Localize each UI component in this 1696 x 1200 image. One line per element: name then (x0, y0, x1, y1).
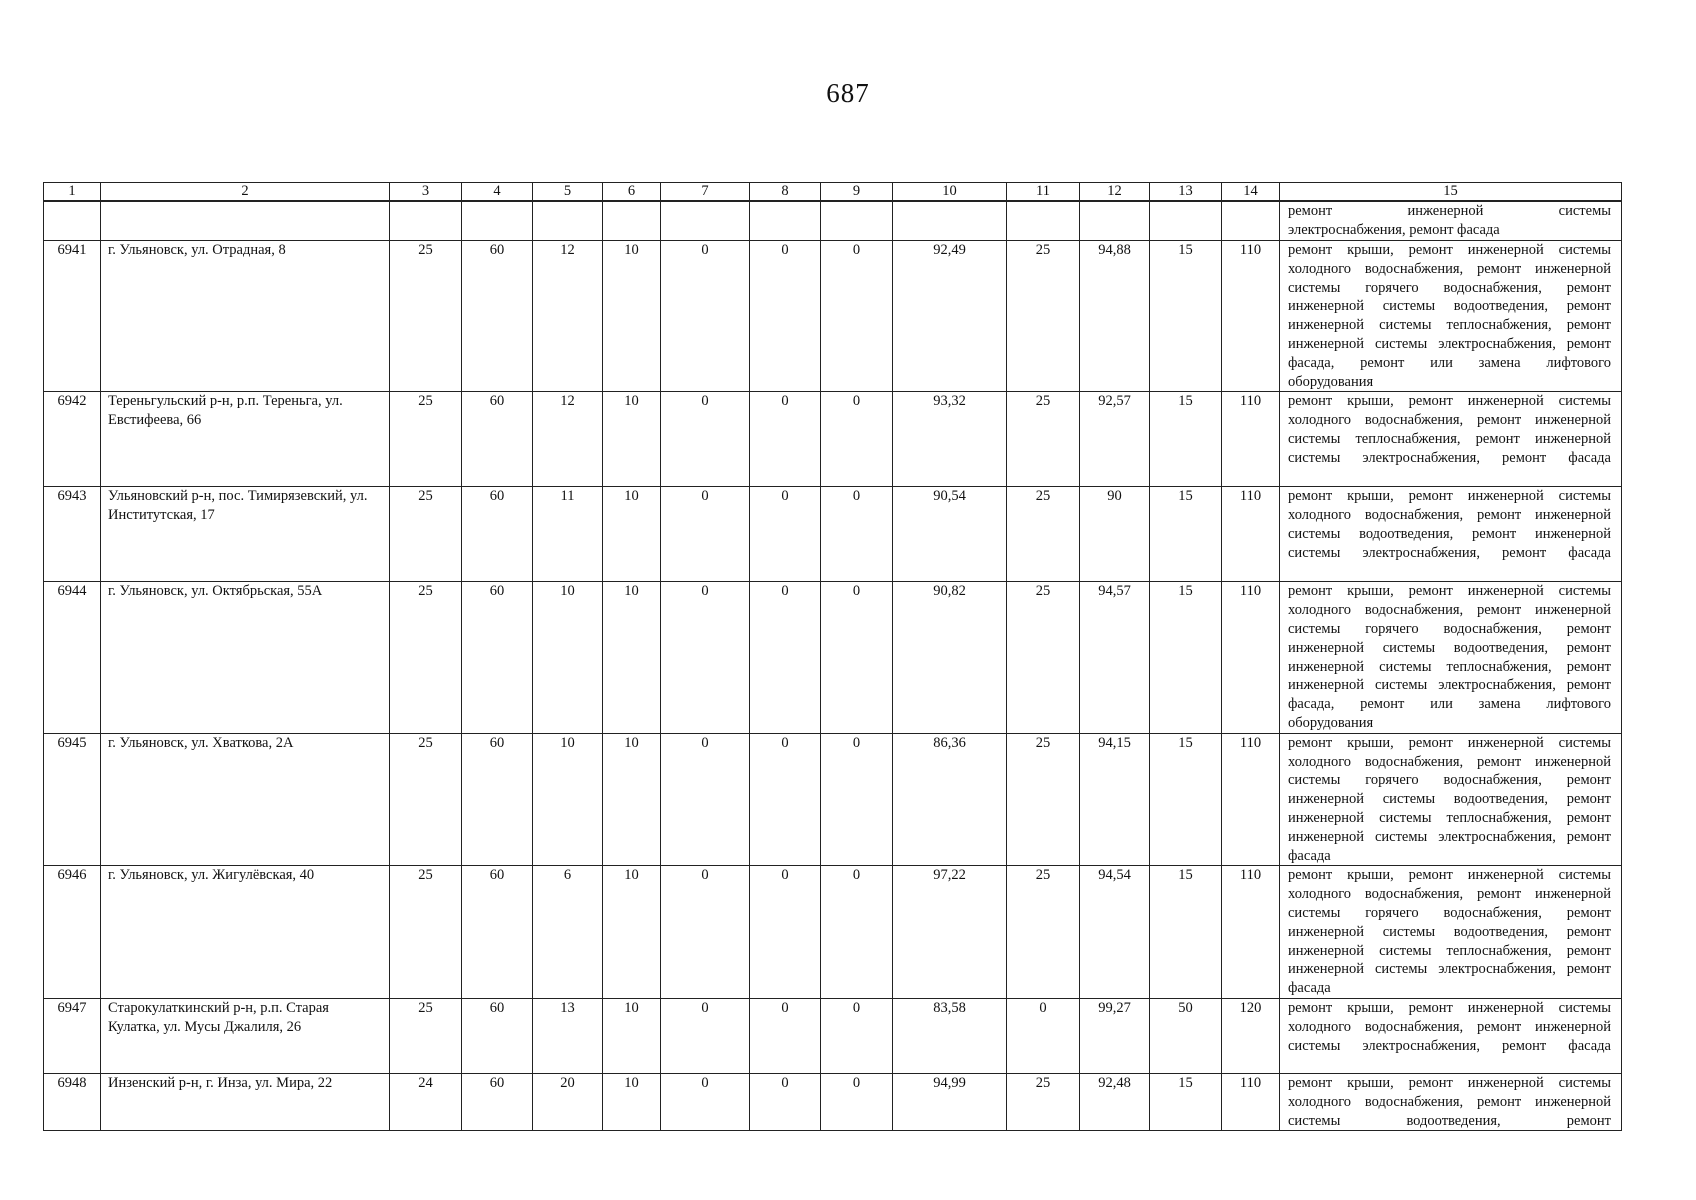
value-cell: 94,15 (1080, 733, 1150, 866)
value-cell: 93,32 (893, 392, 1007, 487)
value-cell: 0 (750, 1073, 821, 1130)
value-cell: 90,82 (893, 582, 1007, 733)
table-row (44, 487, 1622, 582)
value-cell: 94,88 (1080, 241, 1150, 392)
value-cell: 25 (390, 241, 462, 392)
value-cell: 15 (1150, 1073, 1222, 1130)
value-cell: 60 (462, 733, 533, 866)
value-cell: 90,54 (893, 487, 1007, 582)
value-cell: 110 (1222, 241, 1280, 392)
value-cell: 0 (821, 487, 893, 582)
value-cell: 15 (1150, 487, 1222, 582)
value-cell: 0 (821, 241, 893, 392)
value-cell: 25 (1007, 392, 1080, 487)
column-header: 14 (1222, 183, 1280, 202)
value-cell: 15 (1150, 392, 1222, 487)
value-cell: 0 (661, 487, 750, 582)
value-cell: 0 (661, 1073, 750, 1130)
row-number: 6945 (44, 733, 101, 866)
column-header: 5 (533, 183, 603, 202)
value-cell: 60 (462, 487, 533, 582)
value-cell: 10 (603, 866, 661, 999)
value-cell: 0 (750, 582, 821, 733)
table-row (44, 998, 1622, 1073)
column-header: 10 (893, 183, 1007, 202)
value-cell: 110 (1222, 866, 1280, 999)
value-cell: 25 (1007, 866, 1080, 999)
address-cell: г. Ульяновск, ул. Октябрьская, 55А (101, 582, 390, 733)
value-cell: 25 (1007, 241, 1080, 392)
value-cell: 60 (462, 241, 533, 392)
table-row (44, 866, 1622, 999)
value-cell: 25 (390, 998, 462, 1073)
row-number: 6941 (44, 241, 101, 392)
value-cell: 25 (390, 582, 462, 733)
table-row (44, 392, 1622, 487)
value-cell: 120 (1222, 998, 1280, 1073)
works-description (1280, 201, 1622, 241)
value-cell: 25 (390, 866, 462, 999)
works-description: ремонт крыши, ремонт инженерной системы холодного водоснабжения, ремонт инженерной системы водоотведения, ремонт инженерной системы электроснабжения, ремонт фасада (1280, 487, 1622, 582)
value-cell: 94,57 (1080, 582, 1150, 733)
works-description: ремонт крыши, ремонт инженерной системы холодного водоснабжения, ремонт инженерной системы водоотведения, ремонт (1280, 1073, 1622, 1130)
value-cell: 60 (462, 998, 533, 1073)
column-header: 7 (661, 183, 750, 202)
page-number: 687 (826, 78, 870, 108)
value-cell: 10 (603, 392, 661, 487)
value-cell: 110 (1222, 487, 1280, 582)
value-cell: 0 (661, 733, 750, 866)
value-cell: 83,58 (893, 998, 1007, 1073)
value-cell: 60 (462, 1073, 533, 1130)
value-cell: 0 (1007, 998, 1080, 1073)
value-cell: 0 (821, 998, 893, 1073)
works-line: ремонт инженерной системы (1288, 203, 1611, 219)
value-cell: 0 (821, 392, 893, 487)
value-cell: 0 (661, 998, 750, 1073)
row-number: 6946 (44, 866, 101, 999)
column-header: 12 (1080, 183, 1150, 202)
value-cell: 0 (750, 241, 821, 392)
value-cell: 15 (1150, 866, 1222, 999)
value-cell: 6 (533, 866, 603, 999)
value-cell: 0 (750, 733, 821, 866)
address-cell: г. Ульяновск, ул. Хваткова, 2А (101, 733, 390, 866)
value-cell: 0 (821, 1073, 893, 1130)
value-cell: 94,54 (1080, 866, 1150, 999)
value-cell: 10 (533, 733, 603, 866)
value-cell: 0 (750, 392, 821, 487)
continuation-row (44, 201, 1622, 241)
value-cell: 25 (1007, 487, 1080, 582)
value-cell: 12 (533, 241, 603, 392)
value-cell: 60 (462, 582, 533, 733)
column-header: 3 (390, 183, 462, 202)
value-cell: 24 (390, 1073, 462, 1130)
value-cell: 10 (603, 733, 661, 866)
value-cell: 110 (1222, 733, 1280, 866)
value-cell: 10 (533, 582, 603, 733)
value-cell: 0 (750, 998, 821, 1073)
value-cell: 25 (1007, 1073, 1080, 1130)
works-line: электроснабжения, ремонт фасада (1288, 221, 1500, 238)
value-cell: 25 (390, 733, 462, 866)
works-description: ремонт крыши, ремонт инженерной системы холодного водоснабжения, ремонт инженерной системы теплоснабжения, ремонт инженерной системы электроснабжения, ремонт фасада (1280, 392, 1622, 487)
address-cell: г. Ульяновск, ул. Отрадная, 8 (101, 241, 390, 392)
table-row (44, 1073, 1622, 1130)
table-header-row (44, 183, 1622, 202)
column-header: 2 (101, 183, 390, 202)
value-cell: 97,22 (893, 866, 1007, 999)
column-header: 4 (462, 183, 533, 202)
value-cell: 99,27 (1080, 998, 1150, 1073)
address-cell: Ульяновский р-н, пос. Тимирязевский, ул. Институтская, 17 (101, 487, 390, 582)
row-number: 6944 (44, 582, 101, 733)
row-number: 6942 (44, 392, 101, 487)
column-header: 1 (44, 183, 101, 202)
works-description: ремонт крыши, ремонт инженерной системы холодного водоснабжения, ремонт инженерной системы горячего водоснабжения, ремонт инженерной системы водоотведения, ремонт инженерной системы теплоснабжения, ремонт инженерной системы электроснабжения, ремонт фасада, ремонт или замена лифтового оборудования (1280, 582, 1622, 733)
address-cell: Тереньгульский р-н, р.п. Тереньга, ул. Евстифеева, 66 (101, 392, 390, 487)
value-cell: 0 (750, 866, 821, 999)
row-number: 6943 (44, 487, 101, 582)
value-cell: 0 (661, 241, 750, 392)
value-cell: 10 (603, 998, 661, 1073)
value-cell: 0 (821, 582, 893, 733)
repair-program-table (43, 182, 1622, 1131)
value-cell: 110 (1222, 1073, 1280, 1130)
value-cell: 60 (462, 866, 533, 999)
value-cell: 0 (750, 487, 821, 582)
value-cell: 10 (603, 487, 661, 582)
value-cell: 0 (821, 733, 893, 866)
value-cell: 20 (533, 1073, 603, 1130)
column-header: 9 (821, 183, 893, 202)
address-cell: Инзенский р-н, г. Инза, ул. Мира, 22 (101, 1073, 390, 1130)
value-cell: 10 (603, 582, 661, 733)
value-cell: 86,36 (893, 733, 1007, 866)
value-cell: 0 (661, 392, 750, 487)
column-header: 6 (603, 183, 661, 202)
value-cell: 60 (462, 392, 533, 487)
column-header: 15 (1280, 183, 1622, 202)
value-cell: 15 (1150, 241, 1222, 392)
value-cell: 13 (533, 998, 603, 1073)
value-cell: 12 (533, 392, 603, 487)
table-row (44, 241, 1622, 392)
value-cell: 0 (661, 582, 750, 733)
value-cell: 92,57 (1080, 392, 1150, 487)
value-cell: 50 (1150, 998, 1222, 1073)
value-cell: 0 (821, 866, 893, 999)
table-row (44, 582, 1622, 733)
value-cell: 15 (1150, 733, 1222, 866)
row-number: 6947 (44, 998, 101, 1073)
value-cell: 25 (390, 392, 462, 487)
address-cell: Старокулаткинский р-н, р.п. Старая Кулатка, ул. Мусы Джалиля, 26 (101, 998, 390, 1073)
value-cell: 10 (603, 1073, 661, 1130)
value-cell: 94,99 (893, 1073, 1007, 1130)
column-header: 11 (1007, 183, 1080, 202)
column-header: 8 (750, 183, 821, 202)
value-cell: 25 (1007, 733, 1080, 866)
value-cell: 15 (1150, 582, 1222, 733)
value-cell: 90 (1080, 487, 1150, 582)
works-description: ремонт крыши, ремонт инженерной системы холодного водоснабжения, ремонт инженерной системы горячего водоснабжения, ремонт инженерной системы водоотведения, ремонт инженерной системы теплоснабжения, ремонт инженерной системы электроснабжения, ремонт фасада (1280, 733, 1622, 866)
value-cell: 25 (390, 487, 462, 582)
address-cell: г. Ульяновск, ул. Жигулёвская, 40 (101, 866, 390, 999)
works-description: ремонт крыши, ремонт инженерной системы холодного водоснабжения, ремонт инженерной системы электроснабжения, ремонт фасада (1280, 998, 1622, 1073)
column-header: 13 (1150, 183, 1222, 202)
table-row (44, 733, 1622, 866)
value-cell: 110 (1222, 582, 1280, 733)
value-cell: 25 (1007, 582, 1080, 733)
works-description: ремонт крыши, ремонт инженерной системы холодного водоснабжения, ремонт инженерной системы горячего водоснабжения, ремонт инженерной системы водоотведения, ремонт инженерной системы теплоснабжения, ремонт инженерной системы электроснабжения, ремонт фасада, ремонт или замена лифтового оборудования (1280, 241, 1622, 392)
value-cell: 92,49 (893, 241, 1007, 392)
value-cell: 92,48 (1080, 1073, 1150, 1130)
works-description: ремонт крыши, ремонт инженерной системы холодного водоснабжения, ремонт инженерной системы горячего водоснабжения, ремонт инженерной системы водоотведения, ремонт инженерной системы теплоснабжения, ремонт инженерной системы электроснабжения, ремонт фасада (1280, 866, 1622, 999)
value-cell: 10 (603, 241, 661, 392)
value-cell: 0 (661, 866, 750, 999)
value-cell: 110 (1222, 392, 1280, 487)
value-cell: 11 (533, 487, 603, 582)
row-number: 6948 (44, 1073, 101, 1130)
